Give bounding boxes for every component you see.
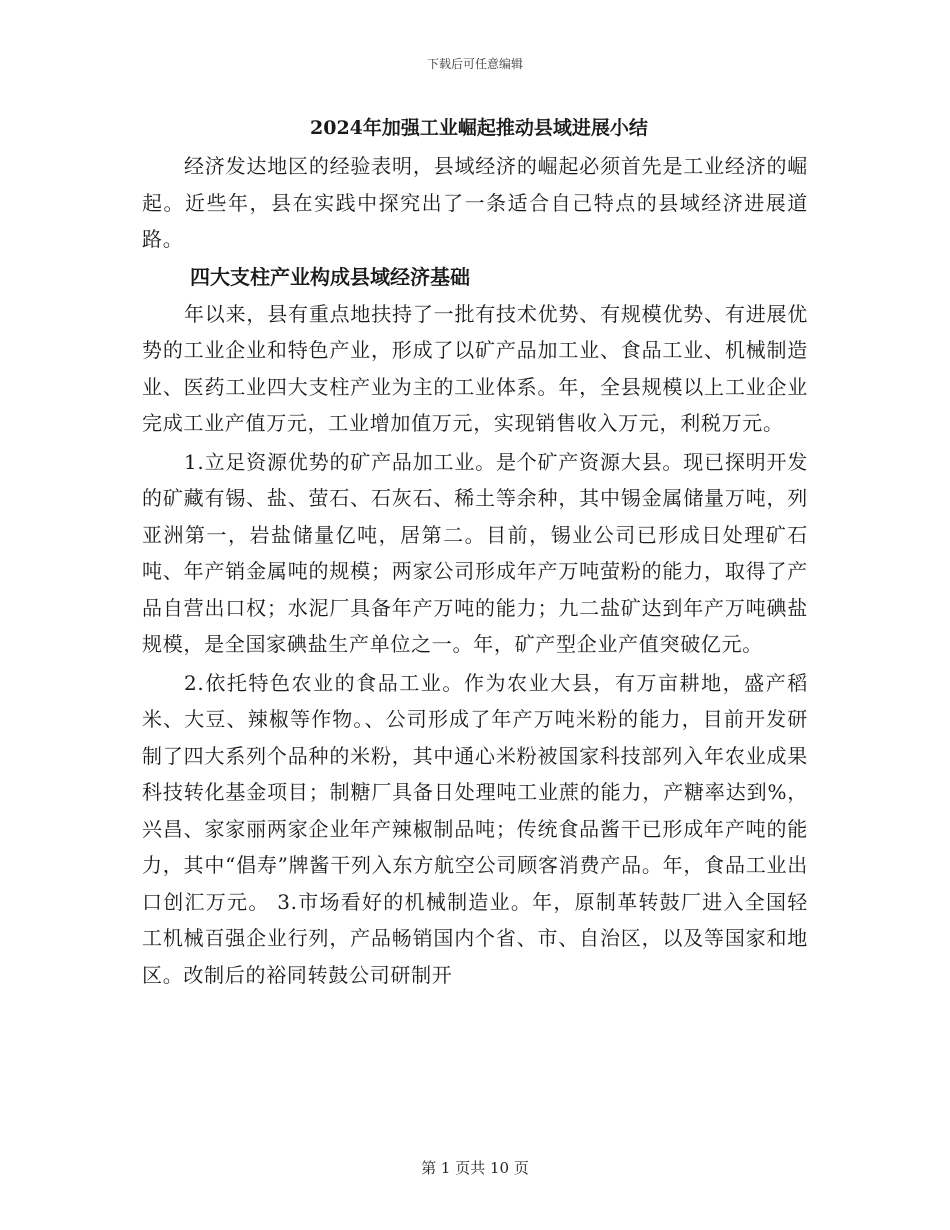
page-number: 第 1 页共 10 页 <box>421 1159 529 1177</box>
document-title: 2024年加强工业崛起推动县域进展小结 <box>310 117 648 139</box>
intro-paragraph: 经济发达地区的经验表明，县域经济的崛起必须首先是工业经济的崛起。近些年，县在实践中探究出了一条适合自己特点的县域经济进展道路。 <box>142 154 808 251</box>
page-header-note: 下载后可任意编辑 <box>426 57 523 71</box>
document-body <box>142 108 808 993</box>
section-heading: 四大支柱产业构成县域经济基础 <box>190 264 470 289</box>
body-paragraph: 2.依托特色农业的食品工业。作为农业大县，有万亩耕地，盛产稻米、大豆、辣椒等作物。、公司形成了年产万吨米粉的能力，目前开发研制了四大系列个品种的米粉，其中通心米粉被国家科技部列入年农业成果科技转化基金项目；制糖厂具备日处理吨工业蔗的能力，产糖率达到%，兴昌、家家丽两家企业年产辣椒制品吨；传统食品酱干已形成年产吨的能力，其中“倡寿”牌酱干列入东方航空公司顾客消费产品。年，食品工业出口创汇万元。 3.市场看好的机械制造业。年，原制革转鼓厂进入全国轻工机械百强企业行列，产品畅销国内个省、市、自治区，以及等国家和地区。改制后的裕同转鼓公司研制开 <box>142 670 808 987</box>
body-paragraph: 1.立足资源优势的矿产品加工业。是个矿产资源大县。现已探明开发的矿藏有锡、盐、萤石、石灰石、稀土等余种，其中锡金属储量万吨，列亚洲第一，岩盐储量亿吨，居第二。目前，锡业公司已形成日处理矿石吨、年产销金属吨的规模；两家公司形成年产万吨萤粉的能力，取得了产品自营出口权；水泥厂具备年产万吨的能力；九二盐矿达到年产万吨碘盐规模，是全国家碘盐生产单位之一。年，矿产型企业产值突破亿元。 <box>142 449 808 656</box>
body-paragraph: 年以来，县有重点地扶持了一批有技术优势、有规模优势、有进展优势的工业企业和特色产业，形成了以矿产品加工业、食品工业、机械制造业、医药工业四大支柱产业为主的工业体系。年，全县规模以上工业企业完成工业产值万元，工业增加值万元，实现销售收入万元，利税万元。 <box>142 301 808 435</box>
